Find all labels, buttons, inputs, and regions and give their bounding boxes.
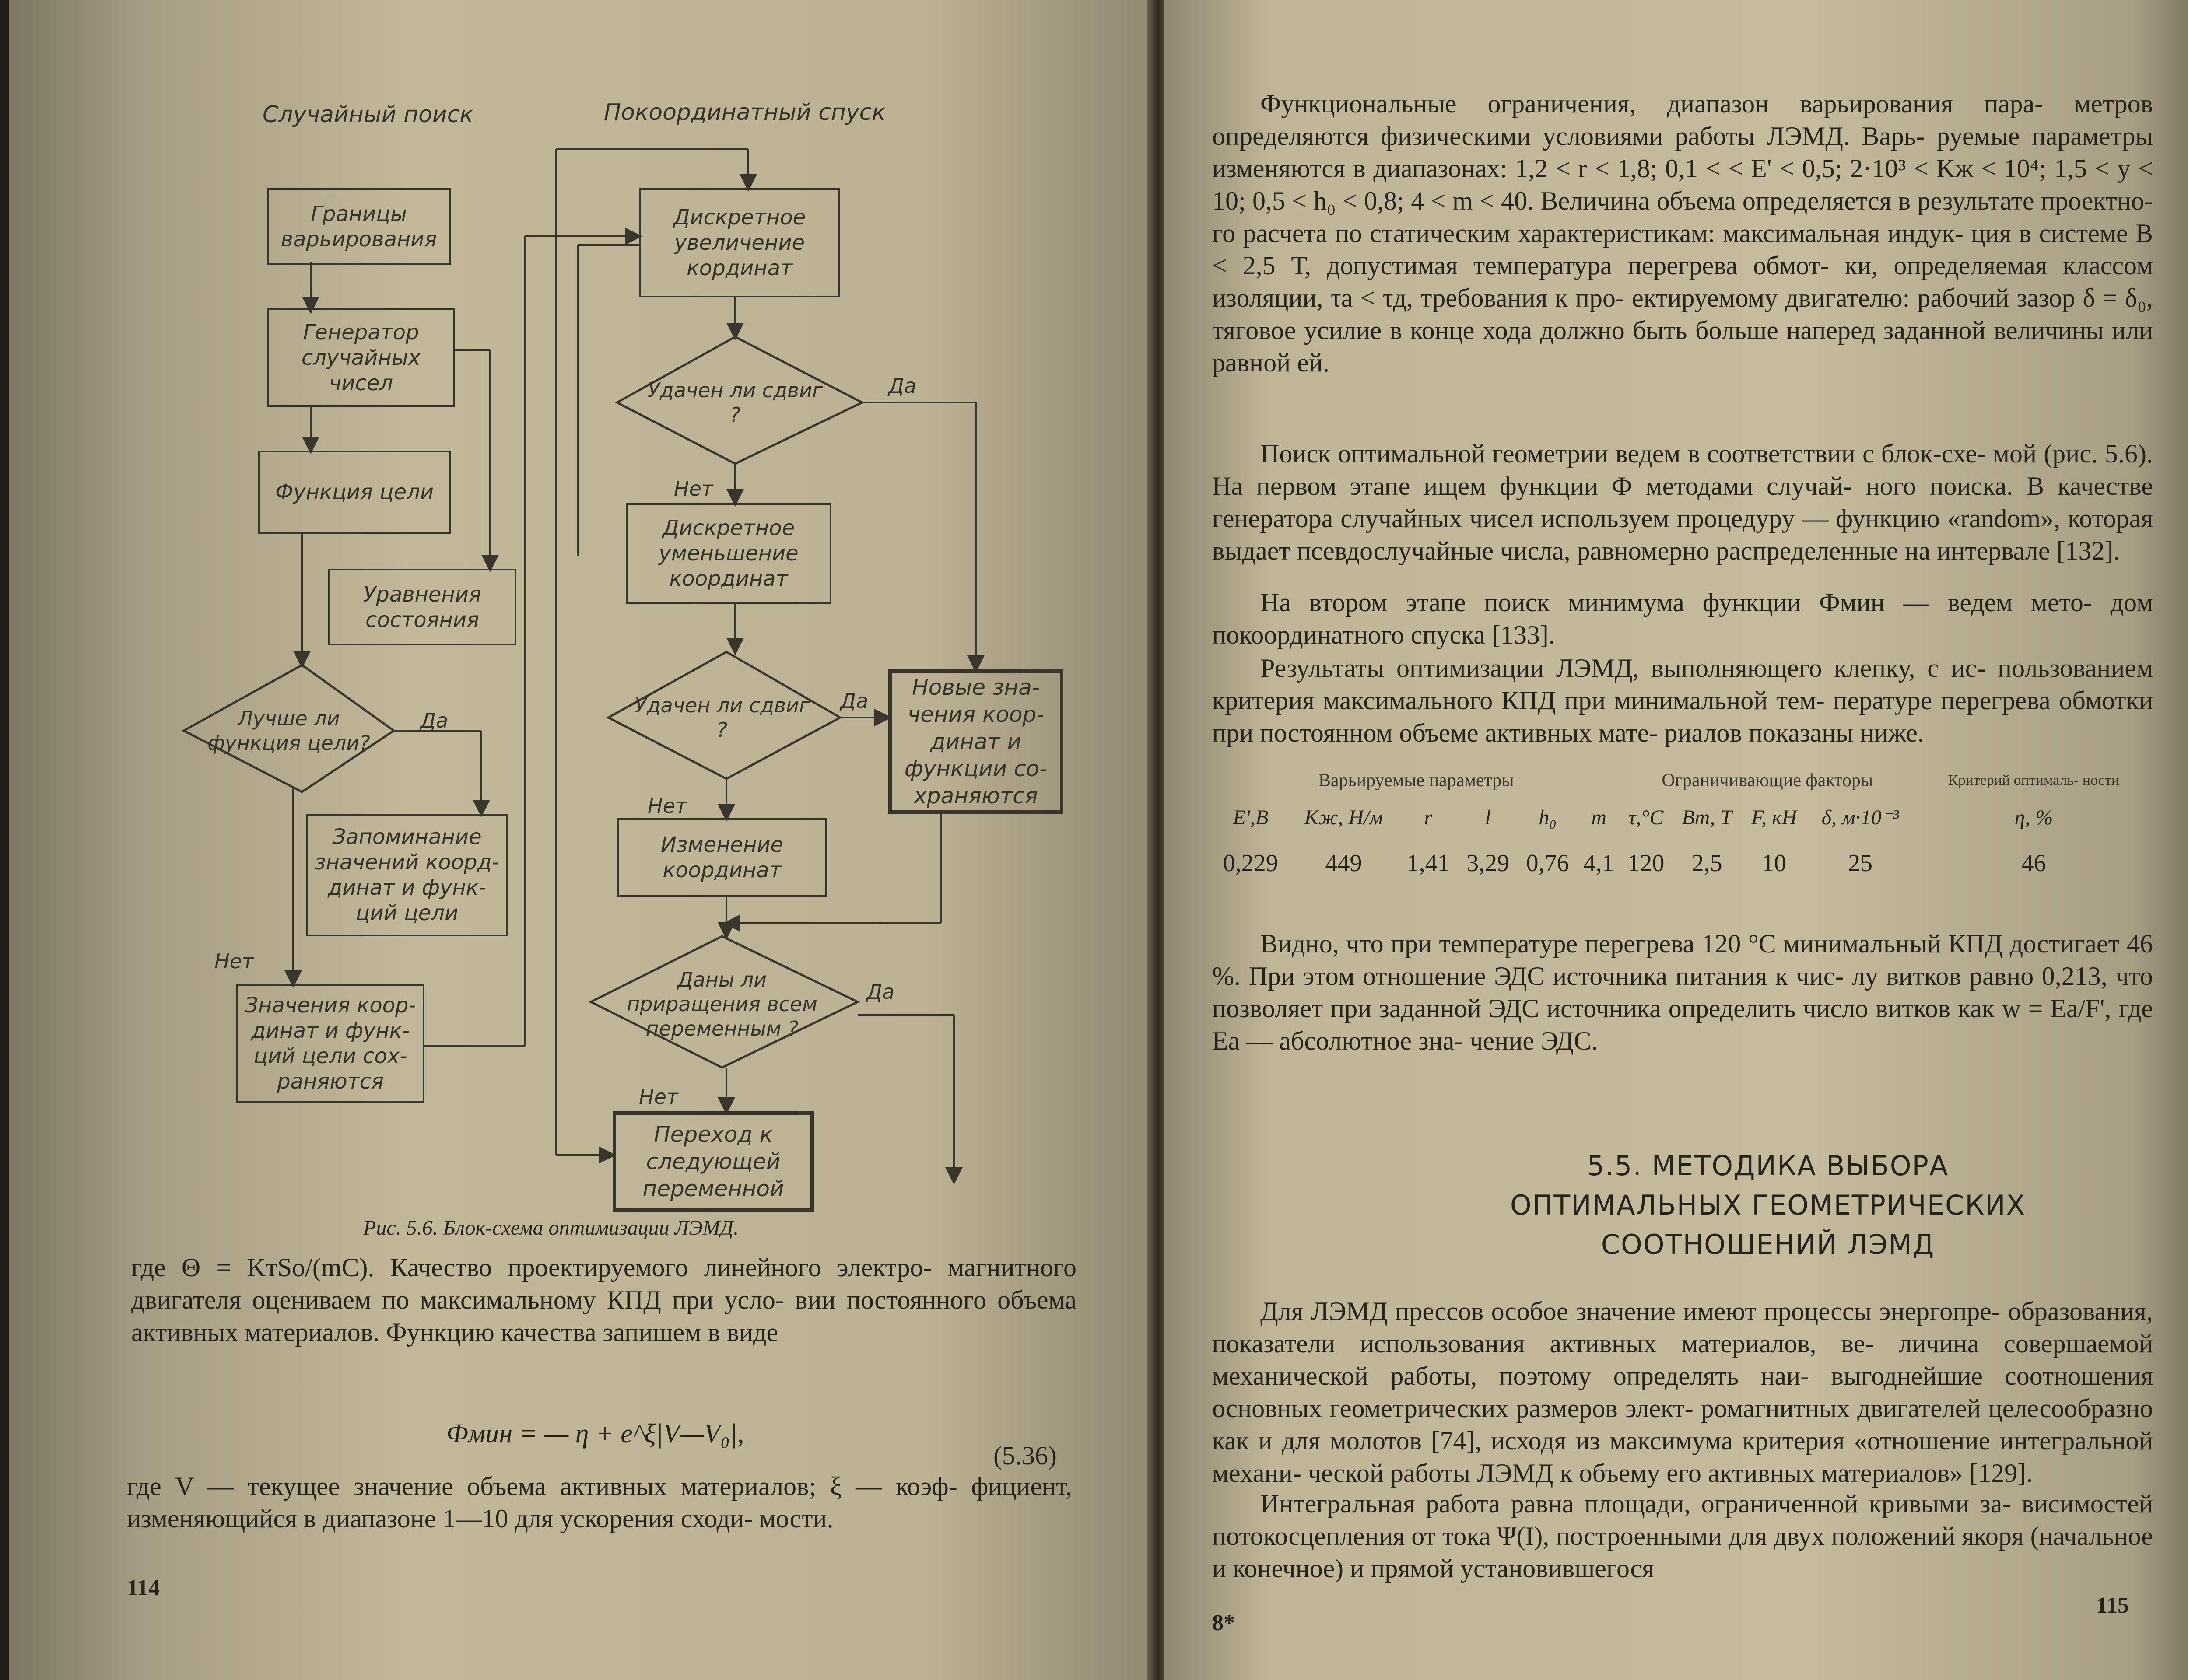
- right-page: [1164, 0, 2188, 1680]
- table-header: h₀: [1539, 805, 1557, 829]
- right-paragraph-6: Для ЛЭМД прессов особое значение имеют процессы энергопре- образования, показатели использования активных материалов, ве- личина совершаемой механической работы, поэтому определять наи- выгоднейшие соотношения основных геометрических размеров элект- ромагнитных двигателей целесообразно как и для молотов [74], исходя из максимума критерия «отношение интегральной механи- ческой работы ЛЭМД к объему его активных материалов» [129].: [1212, 1297, 2153, 1488]
- signature-mark: 8*: [1212, 1610, 1235, 1635]
- table-cell: 0,229: [1223, 850, 1278, 877]
- table-cell: 449: [1325, 850, 1362, 877]
- decision-better-label: Лучше ли функция цели?: [207, 707, 370, 755]
- table-header: E',В: [1233, 805, 1269, 829]
- box-values-saved: Значения коор- динат и функ- ций цели сох- раняются: [236, 984, 424, 1102]
- right-paragraph-7: Интегральная работа равна площади, ограниченной кривыми за- висимостей потокосцепления от тока Ψ(I), построенными для двух положений якоря (начальное и конечное) и прямой установившегося: [1212, 1489, 2153, 1583]
- left-body-paragraph-1: где Θ = KтSo/(mC). Качество проектируемого линейного электро- магнитного двигателя оцениваем по максимальному КПД при усло- вии постоянного объема активных материалов. Функцию качества запишем в виде: [131, 1253, 1076, 1347]
- page-number-right: 115: [2096, 1593, 2129, 1618]
- box-next-variable: Переход к следующей переменной: [613, 1111, 814, 1212]
- box-change-coordinates: Изменение координат: [617, 818, 827, 897]
- section-heading-line-2: ОПТИМАЛЬНЫХ ГЕОМЕТРИЧЕСКИХ: [1510, 1189, 2026, 1221]
- table-header: F, кН: [1751, 805, 1797, 829]
- right-paragraph-2: Поиск оптимальной геометрии ведем в соответствии с блок-схе- мой (рис. 5.6). На первом этапе ищем функции Ф методами случай- ного поиска. В качестве генератора случайных чисел используем процедуру — функцию «random», которая выдает псевдослучайные числа, равномерно распределенные на интервале [132].: [1212, 439, 2153, 565]
- label-yes-1: Да: [888, 374, 917, 398]
- decision-increments-label: Даны ли приращения всем переменным ?: [627, 968, 817, 1040]
- book-spread: [9, 0, 2188, 1680]
- label-yes-left: Да: [420, 709, 449, 732]
- flowchart-connectors: [9, 0, 1155, 1269]
- formula-number: (5.36): [993, 1441, 1057, 1470]
- table-cell: 46: [2021, 850, 2046, 877]
- table-cell: 120: [1627, 850, 1665, 877]
- table-header: Bm, Т: [1682, 805, 1732, 829]
- table-cell: 3,29: [1466, 850, 1510, 877]
- box-new-values: Новые зна- чения коор- динат и функции со- храняются: [888, 669, 1063, 814]
- table-cell: 0,76: [1526, 850, 1569, 877]
- box-state-equations: Уравнения состояния: [328, 569, 516, 645]
- table-cell: 1,41: [1406, 850, 1450, 877]
- left-body-paragraph-2: где V — текущее значение объема активных материалов; ξ — коэф- фициент, изменяющийся в диапазоне 1—10 для ускорения сходи- мости.: [127, 1472, 1072, 1533]
- group-criterion: Критерий оптималь- ности: [1948, 772, 2120, 788]
- figure-caption: Рис. 5.6. Блок-схема оптимизации ЛЭМД.: [363, 1216, 739, 1239]
- label-no-1: Нет: [674, 477, 713, 500]
- group-varied-params: Варьируемые параметры: [1318, 770, 1514, 791]
- results-table: [1212, 770, 2153, 883]
- right-paragraph-3: На втором этапе поиск минимума функции Фмин — ведем мето- дом покоординатного спуска [133].: [1212, 588, 2153, 649]
- left-page: [9, 0, 1155, 1680]
- right-paragraph-5: Видно, что при температуре перегрева 120 °С минимальный КПД достигает 46 %. При этом отношение ЭДС источника питания к чис- лу витков равно 0,213, что позволяет при заданной ЭДС источника определить число витков как w = Eа/F', где Eа — абсолютное зна- чение ЭДС.: [1212, 929, 2153, 1055]
- box-discrete-decrease: Дискретное уменьшение координат: [626, 503, 831, 604]
- label-no-3: Нет: [639, 1085, 678, 1109]
- table-header: Kж, Н/м: [1304, 805, 1383, 829]
- header-random-search: Случайный поиск: [263, 102, 473, 128]
- box-boundaries: Границы варьирования: [267, 188, 451, 265]
- table-cell: 25: [1848, 850, 1873, 877]
- header-coordinate-descent: Покоординатный спуск: [604, 99, 886, 126]
- right-paragraph-1: Функциональные ограничения, диапазон варьирования пара- метров определяются физическими условиями работы ЛЭМД. Варь- руемые параметры изменяются в диапазонах: 1,2 < r < 1,8; 0,1 < < E' < 0,5; 2·10³ < Kж < 10⁴; 1,5 < y < 10; 0,5 < h₀ < 0,8; 4 < m < 40. Величина объема определяется в результате проектно- го расчета по статическим характеристикам: максимальная индук- ция в системе B < 2,5 Т, допустимая температура перегрева обмот- ки, определяемая классом изоляции, τа < τд, требования к про- ектируемому двигателю: рабочий зазор δ = δ₀, тяговое усилие в конце хода должно быть больше наперед заданной величины или равной ей.: [1212, 89, 2153, 377]
- table-header: δ, м·10⁻³: [1821, 806, 1899, 829]
- section-heading-line-1: 5.5. МЕТОДИКА ВЫБОРА: [1587, 1150, 1949, 1182]
- table-header: r: [1424, 805, 1432, 829]
- right-paragraph-4: Результаты оптимизации ЛЭМД, выполняющего клепку, с ис- пользованием критерия максимального КПД при минимальной тем- пературе перегрева обмотки при постоянном объеме активных мате- риалов показаны ниже.: [1212, 654, 2153, 747]
- label-no-left: Нет: [214, 949, 254, 973]
- box-random-generator: Генератор случайных чисел: [267, 308, 455, 407]
- table-cell: 2,5: [1691, 850, 1722, 877]
- table-header: τ,°C: [1628, 805, 1664, 829]
- formula-5-36: Фмин = — η + e^ξ|V—V₀|,: [446, 1419, 744, 1449]
- label-yes-2: Да: [840, 689, 869, 713]
- box-discrete-increase: Дискретное увеличение кординат: [639, 188, 840, 298]
- label-no-2: Нет: [648, 794, 687, 818]
- table-header: m: [1591, 805, 1607, 829]
- page-number-left: 114: [127, 1575, 160, 1600]
- decision-success1-label: Удачен ли сдвиг ?: [647, 378, 823, 427]
- group-constraints: Ограничивающие факторы: [1662, 770, 1873, 791]
- section-heading-line-3: СООТНОШЕНИЙ ЛЭМД: [1601, 1228, 1935, 1260]
- box-objective-function: Функция цели: [258, 451, 451, 534]
- table-cell: 10: [1762, 850, 1787, 877]
- box-remember-values: Запоминание значений коорд- динат и функ- ций цели: [306, 814, 508, 936]
- decision-success2-label: Удачен ли сдвиг ?: [634, 693, 810, 742]
- table-header: l: [1485, 805, 1491, 829]
- table-cell: 4,1: [1583, 850, 1614, 877]
- table-header: η, %: [2014, 805, 2053, 829]
- label-yes-3: Да: [866, 980, 895, 1004]
